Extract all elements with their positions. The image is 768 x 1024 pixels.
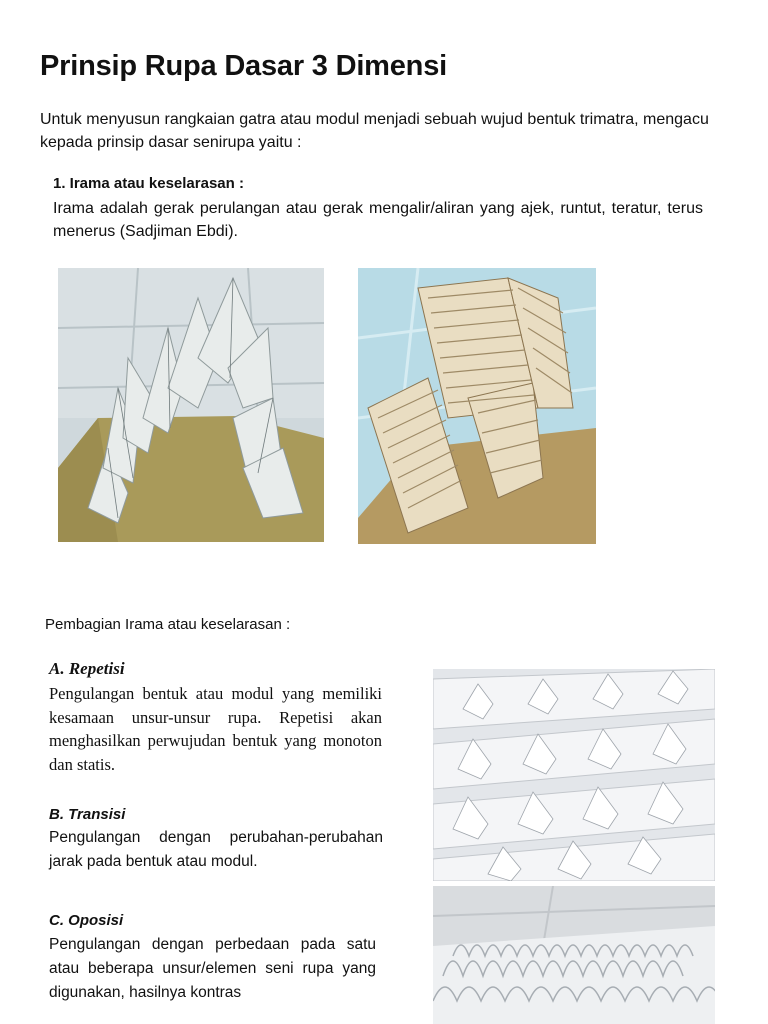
page-title: Prinsip Rupa Dasar 3 Dimensi bbox=[40, 50, 447, 82]
item-heading-transisi: B. Transisi bbox=[49, 806, 126, 823]
item-body-oposisi: Pengulangan dengan perbedaan pada satu atau beberapa unsur/elemen seni rupa yang digunakan, hasilnya kontras bbox=[49, 936, 376, 1001]
photo-transisi-loops bbox=[433, 886, 715, 1024]
photo-repetisi-modules bbox=[433, 669, 715, 881]
item-body-transisi: Pengulangan dengan perubahan-perubahan jarak pada bentuk atau modul. bbox=[49, 829, 383, 870]
section-body-irama: Irama adalah gerak perulangan atau gerak mengalir/aliran yang ajek, runtut, teratur, terus menerus (Sadjiman Ebdi). bbox=[53, 200, 703, 240]
intro-paragraph: Untuk menyusun rangkaian gatra atau modul menjadi sebuah wujud bentuk trimatra, mengacu kepada prinsip dasar senirupa yaitu : bbox=[40, 111, 709, 151]
item-heading-oposisi: C. Oposisi bbox=[49, 912, 124, 929]
section-heading-irama: 1. Irama atau keselarasan : bbox=[53, 175, 244, 192]
photo-silver-paper-sculpture bbox=[58, 268, 324, 542]
pembagian-heading: Pembagian Irama atau keselarasan : bbox=[45, 616, 291, 633]
photo-strip-sculpture bbox=[358, 268, 596, 544]
item-heading-repetisi: A. Repetisi bbox=[49, 659, 125, 678]
item-body-repetisi: Pengulangan bentuk atau modul yang memiliki kesamaan unsur-unsur rupa. Repetisi akan menghasilkan perwujudan bentuk yang monoton dan statis. bbox=[49, 684, 382, 774]
